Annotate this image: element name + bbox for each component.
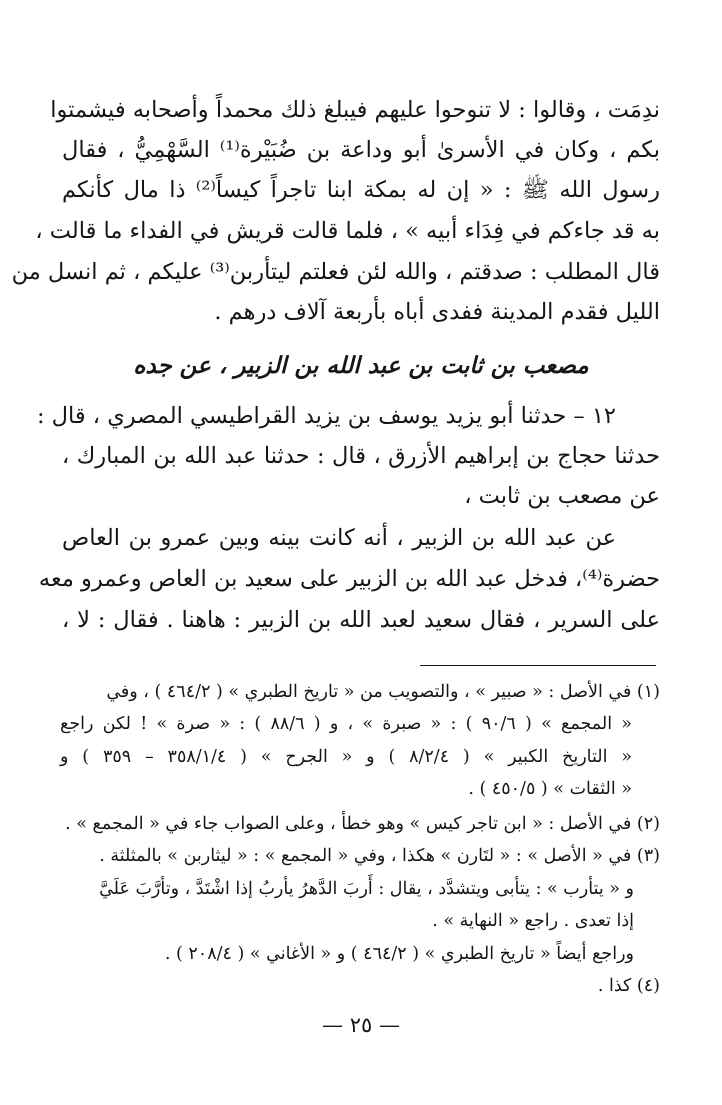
section-heading: مصعب بن ثابت بن عبد الله بن الزبير ، عن جده: [133, 352, 589, 379]
footnote-line: وراجع أيضاً « تاريخ الطبري » ( ٤٦٤/٢ ) و « الأغاني » ( ٢٠٨/٤ ) .: [164, 944, 634, 964]
footnote-line: إذا تعدى . راجع « النهاية » .: [432, 911, 634, 931]
footnote-separator: [420, 665, 656, 666]
section-line: ١٢ – حدثنا أبو يزيد يوسف بن يزيد القراطيسي المصري ، قال :: [36, 403, 616, 429]
section-line: حضرة⁽⁴⁾، فدخل عبد الله بن الزبير على سعيد بن العاص وعمرو معه: [38, 566, 660, 592]
body-line: بكم ، وكان في الأسرىٰ أبو وداعة بن ضُبَيْرة⁽¹⁾ السَّهْمِيُّ ، فقال: [62, 137, 660, 163]
body-line: ندِمَت ، وقالوا : لا تنوحوا عليهم فيبلغ ذلك محمداً وأصحابه فيشمتوا: [50, 97, 660, 123]
section-line: حدثنا حجاج بن إبراهيم الأزرق ، قال : حدثنا عبد الله بن المبارك ،: [62, 443, 660, 469]
footnote-line: « التاريخ الكبير » ( ٨/٢/٤ ) و « الجرح » ( ٣٥٨/١/٤ – ٣٥٩ ) و: [60, 747, 632, 767]
section-line: على السرير ، فقال سعيد لعبد الله بن الزبير : هاهنا . فقال : لا ،: [62, 607, 660, 633]
footnote-line: (٤) كذا .: [597, 976, 660, 996]
body-line: الليل فقدم المدينة ففدى أباه بأربعة آلاف درهم .: [214, 299, 660, 325]
footnote-line: « المجمع » ( ٩٠/٦ ) : « صبرة » ، و ( ٨٨/٦ ) : « صرة » ! لكن راجع: [60, 714, 633, 734]
footnote-line: (٢) في الأصل : « ابن تاجر كيس » وهو خطأ ، وعلى الصواب جاء في « المجمع » .: [65, 814, 660, 834]
footnote-line: و « يتأرب » : يتأبى ويتشدَّد ، يقال : أَربَ الدَّهرُ يأربُ إذا اشْتَدَّ ، وتأرَّبَ عَلَيَّ: [99, 879, 634, 899]
footnote-line: « الثقات » ( ٤٥٠/٥ ) .: [468, 779, 632, 799]
page-number: — ٢٥ —: [322, 1013, 400, 1037]
body-line: قال المطلب : صدقتم ، والله لئن فعلتم ليتأربن⁽³⁾ عليكم ، ثم انسل من: [11, 259, 660, 285]
section-line: عن عبد الله بن الزبير ، أنه كانت بينه وبين عمرو بن العاص: [62, 525, 616, 551]
footnote-line: (١) في الأصل : « صبير » ، والتصويب من « تاريخ الطبري » ( ٤٦٤/٢ ) ، وفي: [106, 682, 660, 702]
section-line: عن مصعب بن ثابت ،: [464, 483, 660, 509]
body-line: رسول الله ﷺ : « إن له بمكة ابنا تاجراً كيساً⁽²⁾ ذا مال كأنكم: [62, 177, 660, 203]
body-line: به قد جاءكم في فِدَاء أبيه » ، فلما قالت قريش في الفداء ما قالت ،: [35, 218, 660, 244]
footnote-line: (٣) في « الأصل » : « لتَارن » هكذا ، وفي « المجمع » : « ليثاربن » بالمثلثة .: [99, 846, 660, 866]
